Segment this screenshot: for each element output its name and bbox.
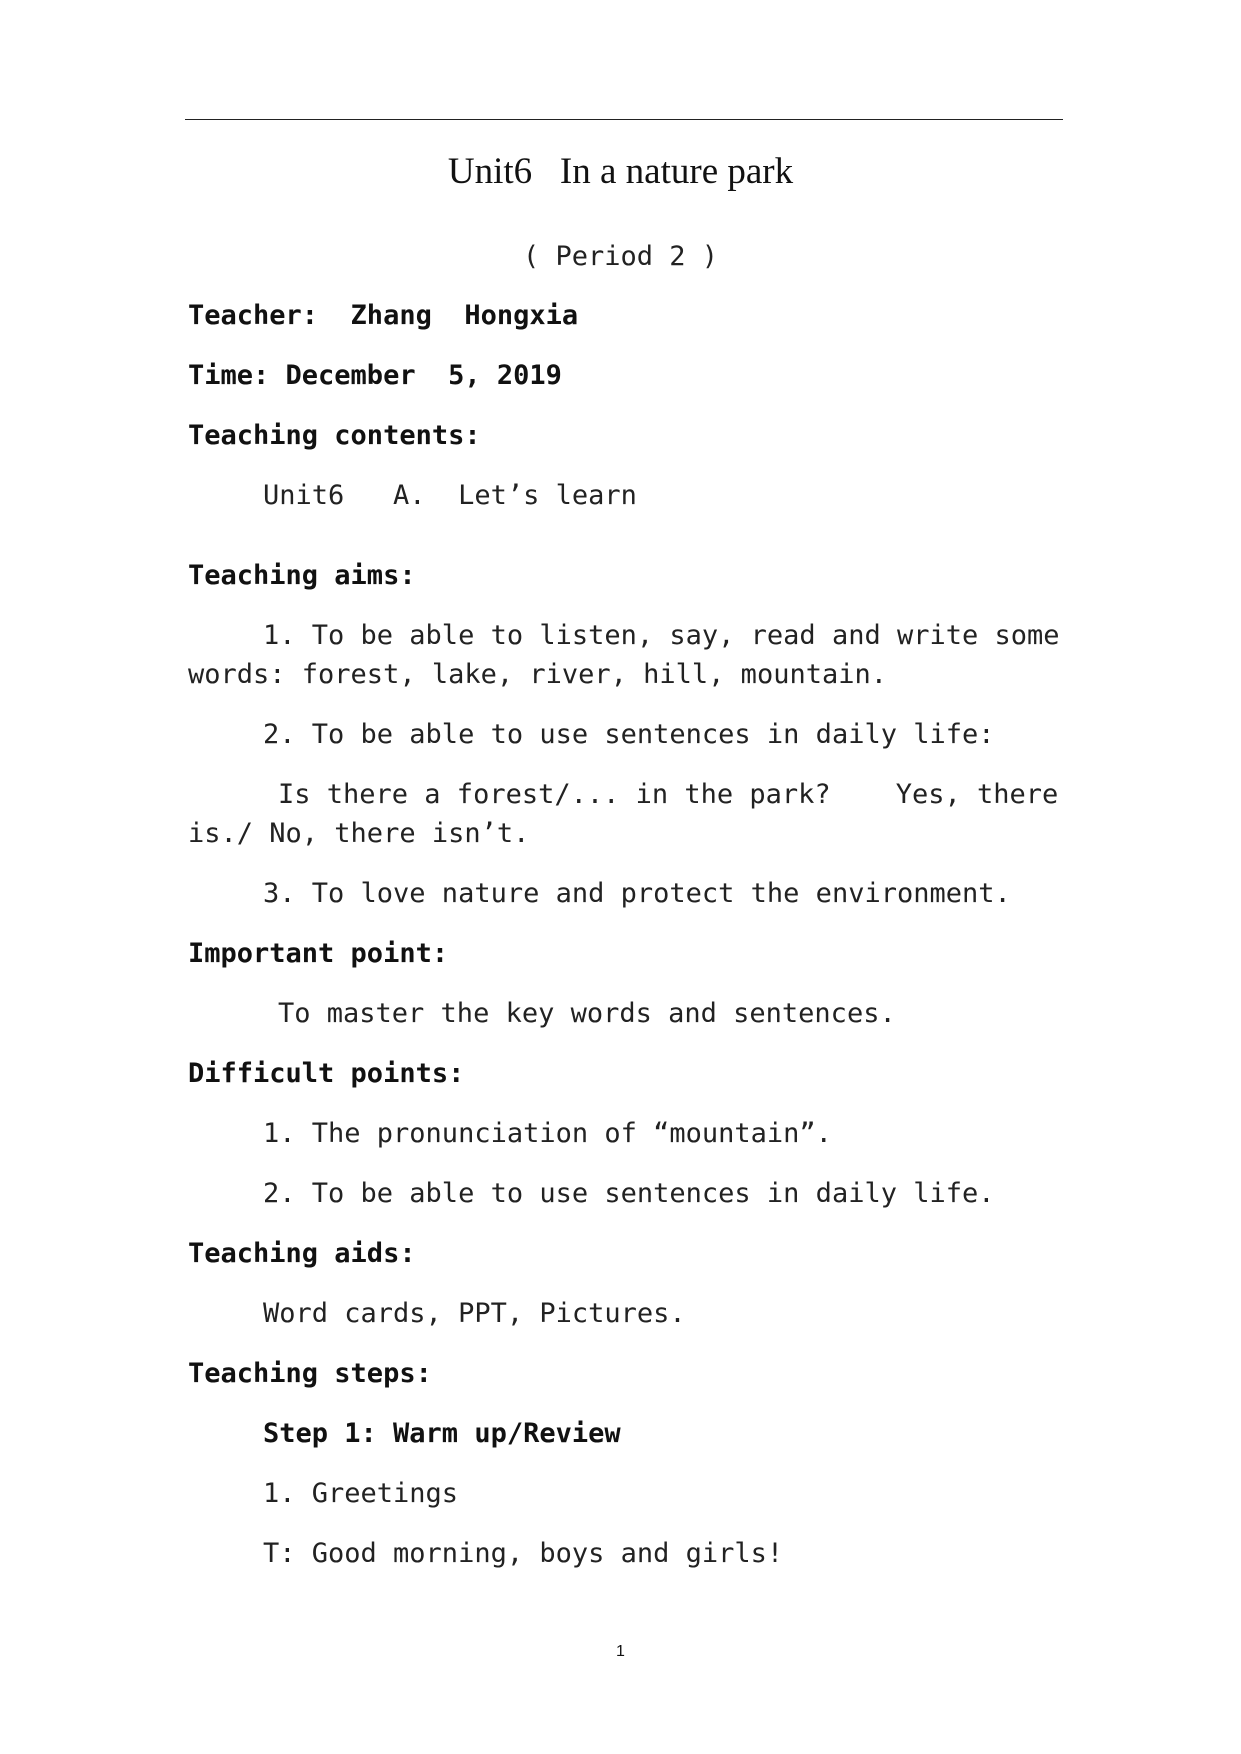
period-label: ( Period 2 ) bbox=[522, 241, 719, 272]
header-rule bbox=[185, 119, 1063, 120]
aims-heading: Teaching aims: bbox=[188, 560, 416, 591]
important-heading: Important point: bbox=[188, 938, 449, 969]
step-1-dialogue: T: Good morning, boys and girls! bbox=[263, 1538, 784, 1569]
aims-item-2-example: Is there a forest/... in the park? Yes, there bbox=[278, 779, 1059, 810]
step-1-item-1: 1. Greetings bbox=[263, 1478, 459, 1509]
aims-item-1-cont: words: forest, lake, river, hill, mountain. bbox=[188, 659, 887, 690]
aims-item-2: 2. To be able to use sentences in daily life: bbox=[263, 719, 995, 750]
teacher-line: Teacher: Zhang Hongxia bbox=[188, 300, 579, 331]
step-1-heading: Step 1: Warm up/Review bbox=[263, 1418, 621, 1449]
difficult-heading: Difficult points: bbox=[188, 1058, 465, 1089]
steps-heading: Teaching steps: bbox=[188, 1358, 432, 1389]
contents-text: Unit6 A. Let’s learn bbox=[263, 480, 637, 511]
page-number: 1 bbox=[616, 1643, 625, 1660]
difficult-item-1: 1. The pronunciation of “mountain”. bbox=[263, 1118, 832, 1149]
aims-item-3: 3. To love nature and protect the environment. bbox=[263, 878, 1011, 909]
difficult-item-2: 2. To be able to use sentences in daily life. bbox=[263, 1178, 995, 1209]
aids-text: Word cards, PPT, Pictures. bbox=[263, 1298, 686, 1329]
contents-heading: Teaching contents: bbox=[188, 420, 481, 451]
important-text: To master the key words and sentences. bbox=[278, 998, 896, 1029]
aims-item-1: 1. To be able to listen, say, read and write some bbox=[263, 620, 1060, 651]
document-title: Unit6 In a nature park bbox=[447, 151, 794, 192]
time-line: Time: December 5, 2019 bbox=[188, 360, 562, 391]
aids-heading: Teaching aids: bbox=[188, 1238, 416, 1269]
aims-item-2-example-cont: is./ No, there isn’t. bbox=[188, 818, 530, 849]
